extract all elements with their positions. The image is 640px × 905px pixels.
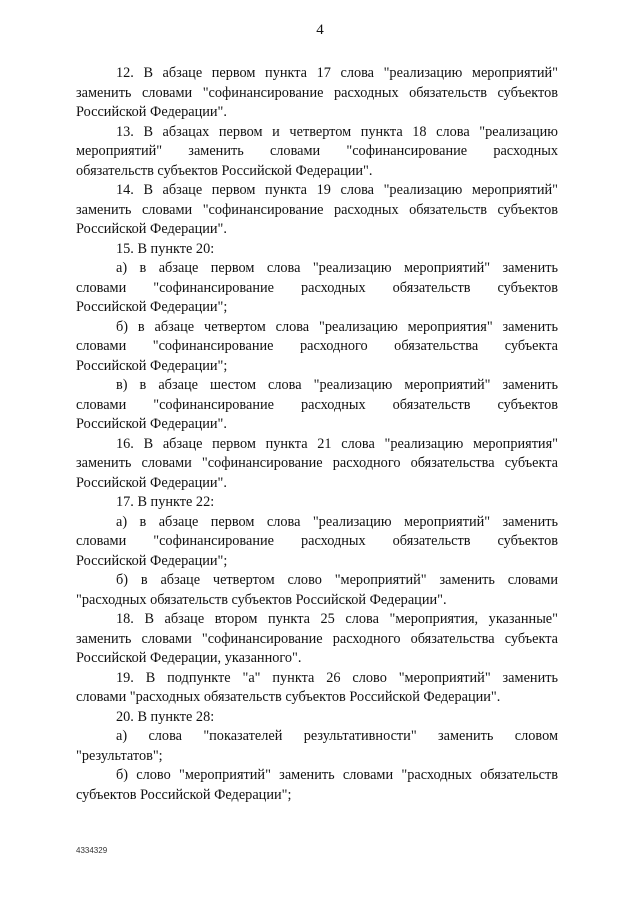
paragraph (76, 181, 558, 240)
paragraph-line: 18. В абзаце втором пункта 25 слова "мероприятия, указанные" (116, 611, 558, 627)
paragraph-line: б) в абзаце четвертом слова "реализацию мероприятия" заменить (116, 318, 558, 335)
paragraph-line: в) в абзаце шестом слова "реализацию мероприятий" заменить (116, 377, 558, 393)
paragraph-line: 13. В абзацах первом и четвертом пункта 18 слова "реализацию (116, 123, 558, 140)
paragraph-line: заменить словами "софинансирование расходных обязательств субъектов (76, 201, 558, 218)
paragraph-line: а) слова "показателей результативности" заменить словом (116, 728, 558, 744)
paragraph (76, 435, 558, 494)
paragraph-line: "результатов"; (76, 747, 163, 764)
paragraph-line: б) слово "мероприятий" заменить словами "расходных обязательств (116, 767, 558, 783)
paragraph-line: а) в абзаце первом слова "реализацию мероприятий" заменить (116, 260, 558, 276)
paragraph (76, 376, 558, 435)
paragraph-line: 14. В абзаце первом пункта 19 слова "реализацию мероприятий" (116, 182, 558, 198)
paragraph-line: 15. В пункте 20: (116, 240, 215, 257)
paragraph (76, 766, 558, 805)
paragraph-line: б) в абзаце четвертом слово "мероприятий" заменить словами (116, 572, 558, 588)
paragraph-line: 17. В пункте 22: (116, 494, 215, 510)
paragraph (76, 669, 558, 708)
paragraph-line: 19. В подпункте "а" пункта 26 слово "мероприятий" заменить (116, 669, 558, 686)
paragraph (76, 259, 558, 318)
paragraph-line: заменить словами "софинансирование расходных обязательств субъектов (76, 84, 558, 101)
paragraph (76, 123, 558, 182)
paragraph (76, 318, 558, 377)
paragraph (76, 571, 558, 610)
paragraph-line: Российской Федерации". (76, 221, 227, 237)
paragraph (76, 727, 558, 766)
paragraph-line: 20. В пункте 28: (116, 708, 215, 725)
paragraph (76, 493, 558, 513)
paragraph-line: мероприятий" заменить словами "софинансирование расходных (76, 143, 558, 159)
paragraph-line: Российской Федерации"; (76, 299, 228, 315)
paragraph-line: заменить словами "софинансирование расходного обязательства субъекта (76, 455, 558, 471)
paragraph-line: обязательств субъектов Российской Федерации". (76, 162, 373, 179)
paragraph (76, 513, 558, 572)
paragraph-line: "расходных обязательств субъектов Российской Федерации". (76, 591, 447, 608)
paragraph-line: субъектов Российской Федерации"; (76, 786, 292, 803)
document-code: 4334329 (76, 846, 108, 855)
paragraph (76, 240, 558, 260)
paragraph-line: Российской Федерации"; (76, 552, 228, 569)
paragraph-line: 16. В абзаце первом пункта 21 слова "реализацию мероприятия" (116, 435, 558, 452)
paragraph-line: Российской Федерации". (76, 104, 227, 120)
paragraph-line: словами "софинансирование расходных обязательств субъектов (76, 279, 558, 296)
page-number: 4 (316, 22, 324, 38)
paragraph (76, 64, 558, 123)
paragraph (76, 708, 558, 728)
paragraph-line: а) в абзаце первом слова "реализацию мероприятий" заменить (116, 513, 558, 530)
paragraph-line: Российской Федерации"; (76, 357, 228, 374)
paragraph-line: заменить словами "софинансирование расходного обязательства субъекта (76, 630, 558, 647)
paragraph-line: словами "софинансирование расходных обязательств субъектов (76, 533, 558, 549)
paragraph-line: Российской Федерации". (76, 474, 227, 491)
paragraph (76, 610, 558, 669)
document-body (76, 64, 558, 805)
paragraph-line: 12. В абзаце первом пункта 17 слова "реализацию мероприятий" (116, 65, 558, 81)
paragraph-line: словами "расходных обязательств субъектов Российской Федерации". (76, 689, 501, 705)
paragraph-line: словами "софинансирование расходного обязательства субъекта (76, 338, 558, 354)
paragraph-line: Российской Федерации, указанного". (76, 650, 302, 666)
paragraph-line: словами "софинансирование расходных обязательств субъектов (76, 396, 558, 413)
paragraph-line: Российской Федерации". (76, 416, 227, 432)
